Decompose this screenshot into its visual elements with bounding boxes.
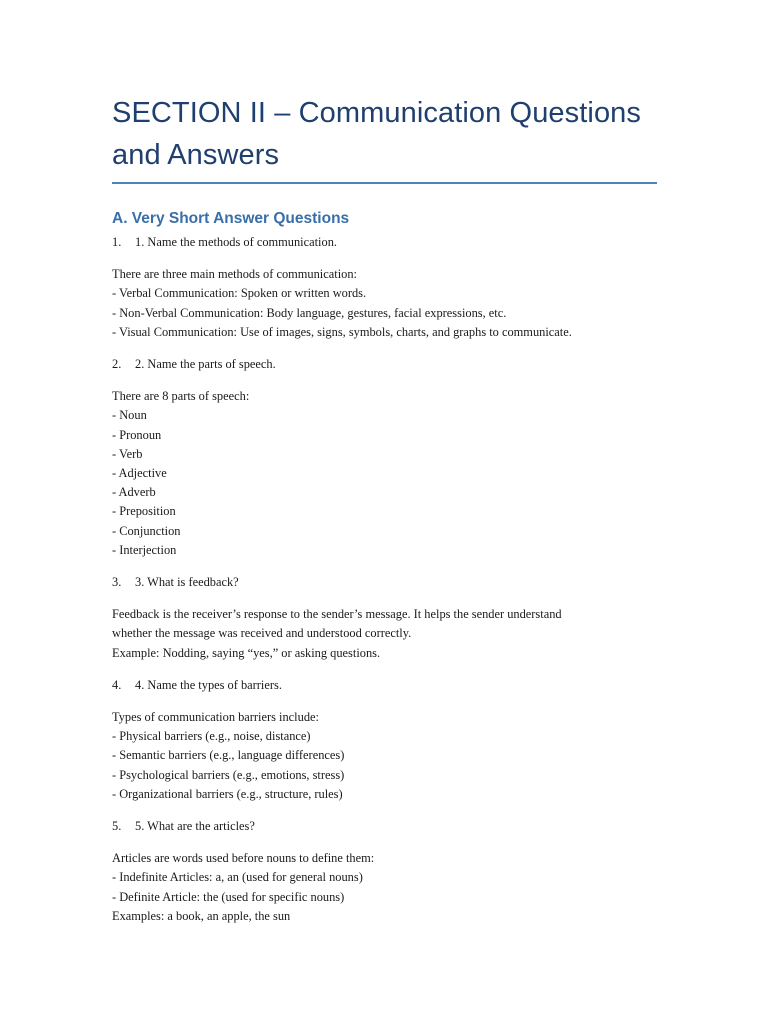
answer-line: - Noun [112,408,147,423]
question [112,573,660,592]
answer-line: - Visual Communication: Use of images, signs, symbols, charts, and graphs to communicate. [112,324,572,339]
question-block [112,233,660,342]
answer [112,605,660,663]
answer-line: whether the message was received and understood correctly. [112,626,412,641]
question [112,817,660,836]
answer-line: - Organizational barriers (e.g., structure, rules) [112,786,343,801]
question-text: 4. Name the types of barriers. [135,677,282,692]
answer-line: - Verb [112,446,143,461]
answer-line: - Indefinite Articles: a, an (used for general nouns) [112,870,363,885]
question-text: 2. Name the parts of speech. [135,357,276,372]
question-number: 1. [112,235,122,249]
answer [112,265,660,342]
answer-line: - Non-Verbal Communication: Body language, gestures, facial expressions, etc. [112,305,507,320]
title-underline-divider [112,182,657,184]
answer-line: - Preposition [112,504,176,519]
answer-line: Types of communication barriers include: [112,710,319,725]
question-text: 5. What are the articles? [135,819,255,834]
answer [112,849,660,926]
question-text: 1. Name the methods of communication. [135,235,337,249]
page-title-line-1: SECTION II – Communication Questions [112,97,642,129]
question-number: 3. [112,575,122,590]
answer-line: Example: Nodding, saying “yes,” or asking questions. [112,645,381,660]
answer [112,708,660,804]
answer-line: - Psychological barriers (e.g., emotions, stress) [112,767,345,782]
answer-line: There are 8 parts of speech: [112,389,250,404]
answer-line: There are three main methods of communication: [112,267,357,282]
page-title [112,92,660,176]
question-block [112,573,660,663]
answer-line: Examples: a book, an apple, the sun [112,908,291,923]
answer-line: - Semantic barriers (e.g., language differences) [112,748,345,763]
answer-line: - Physical barriers (e.g., noise, distance) [112,729,311,744]
question-block [112,676,660,804]
answer-line: - Adjective [112,466,167,481]
question-answer-list [112,233,660,926]
page-title-line-2: and Answers [112,139,280,171]
answer-line: - Definite Article: the (used for specific nouns) [112,889,345,904]
question-block [112,817,660,926]
section-heading: A. Very Short Answer Questions [112,210,350,227]
answer-line: Articles are words used before nouns to define them: [112,851,375,866]
answer-line: - Conjunction [112,523,181,538]
question-number: 4. [112,677,122,692]
question-number: 5. [112,819,122,834]
question-number: 2. [112,357,122,372]
question-block [112,355,660,560]
document-page [112,92,660,939]
answer-line: - Interjection [112,542,177,557]
answer-line: - Pronoun [112,427,162,442]
question-text: 3. What is feedback? [135,575,239,590]
question [112,355,660,374]
question [112,676,660,695]
answer [112,387,660,560]
answer-line: Feedback is the receiver’s response to the sender’s message. It helps the sender understand [112,607,562,622]
answer-line: - Adverb [112,485,156,500]
answer-line: - Verbal Communication: Spoken or written words. [112,286,367,301]
question [112,233,660,252]
